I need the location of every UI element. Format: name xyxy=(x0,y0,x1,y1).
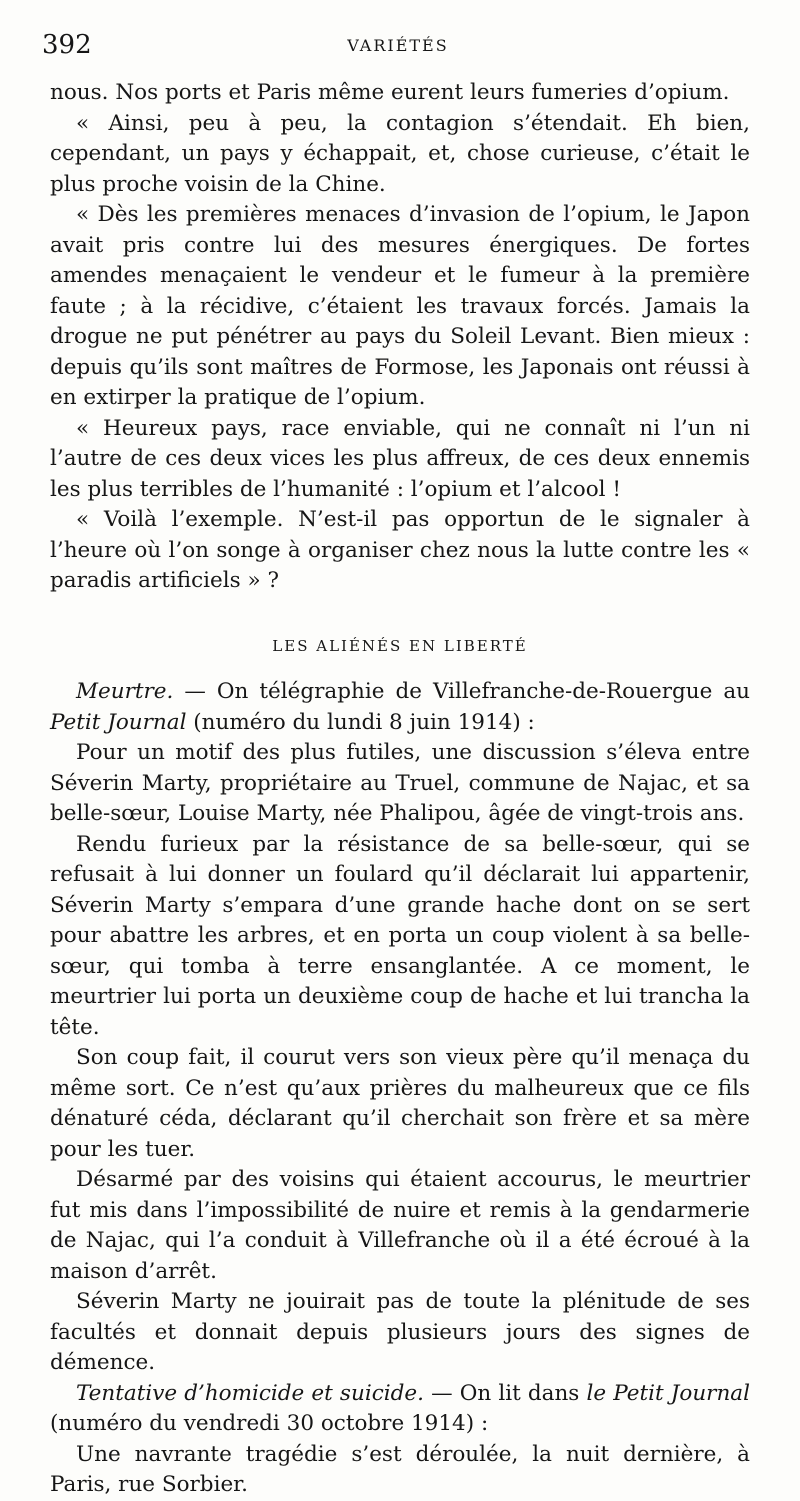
paragraph: Pour un motif des plus futiles, une discussion s’éleva entre Séverin Marty, propriétaire au Truel, commune de Najac, et sa belle-sœur, Louise Marty, née Phalipou, âgée de vingt-trois ans. xyxy=(50,740,750,826)
paragraph: Une navrante tragédie s’est déroulée, la nuit dernière, à Paris, rue Sorbier. xyxy=(50,1441,750,1497)
paragraph-tentative xyxy=(50,1379,750,1440)
paragraph: Désarmé par des voisins qui étaient accourus, le meurtrier fut mis dans l’impossibilité de nuire et remis à la gendarmerie de Najac, qui l’a conduit à Villefranche où il a été écroué à la maison d’arrêt. xyxy=(50,1167,750,1284)
paragraph: « Dès les premières menaces d’invasion de l’opium, le Japon avait pris contre lui des mesures énergiques. De fortes amendes menaçaient le vendeur et le fumeur à la première faute ; à la récidive, c’étaient les travaux forcés. Jamais la drogue ne put pénétrer au pays du Soleil Levant. Bien mieux : depuis qu’ils sont maîtres de Formose, les Japonais ont réussi à en extirper la pratique de l’opium. xyxy=(50,202,750,410)
journal-name: Petit Journal xyxy=(50,709,187,735)
paragraph: « Heureux pays, race enviable, qui ne connaît ni l’un ni l’autre de ces deux vices les plus affreux, de ces deux ennemis les plus terribles de l’humanité : l’opium et l’alcool ! xyxy=(50,415,750,502)
paragraph: Son coup fait, il courut vers son vieux père qu’il menaça du même sort. Ce n’est qu’aux prières du malheureux que ce fils dénaturé céda, déclarant qu’il cherchait son frère et sa mère pour les tuer. xyxy=(50,1045,750,1162)
paragraph-meurtre xyxy=(50,677,750,738)
page-number: 392 xyxy=(42,30,92,60)
page-body xyxy=(50,78,750,1501)
paragraph: Rendu furieux par la résistance de sa belle-sœur, qui se refusait à lui donner un foulard qu’il déclarait lui appartenir, Séverin Marty s’empara d’une grande hache dont on se sert pour abattre les arbres, et en porta un coup violent à sa belle-sœur, qui tomba à terre ensanglantée. A ce moment, le meurtrier lui porta un deuxième coup de hache et lui trancha la tête. xyxy=(50,831,750,1040)
running-title: VARIÉTÉS xyxy=(347,36,449,55)
page-header xyxy=(42,30,754,70)
rubric-source: (numéro du lundi 8 juin 1914) : xyxy=(186,709,535,735)
rubric-lead: — On lit dans xyxy=(423,1380,587,1406)
rubric-label: Meurtre. xyxy=(76,679,174,704)
rubric-label: Tentative d’homicide et suicide. xyxy=(76,1380,424,1406)
paragraph: « Ainsi, peu à peu, la contagion s’étendait. Eh bien, cependant, un pays y échappait, et, chose curieuse, c’était le plus proche voisin de la Chine. xyxy=(50,110,750,197)
rubric-source: (numéro du vendredi 30 octobre 1914) : xyxy=(50,1411,489,1436)
paragraph: « Voilà l’exemple. N’est-il pas opportun de le signaler à l’heure où l’on songe à organiser chez nous la lutte contre les « paradis artificiels » ? xyxy=(50,507,750,593)
paragraph: Séverin Marty ne jouirait pas de toute la plénitude de ses facultés et donnait depuis plusieurs jours des signes de démence. xyxy=(50,1289,750,1375)
section-title: LES ALIÉNÉS EN LIBERTÉ xyxy=(272,636,528,655)
paragraph: nous. Nos ports et Paris même eurent leurs fumeries d’opium. xyxy=(50,80,730,105)
journal-name: le Petit Journal xyxy=(586,1380,750,1406)
rubric-lead: — On télégraphie de Villefranche-de-Rouergue au xyxy=(173,679,750,704)
